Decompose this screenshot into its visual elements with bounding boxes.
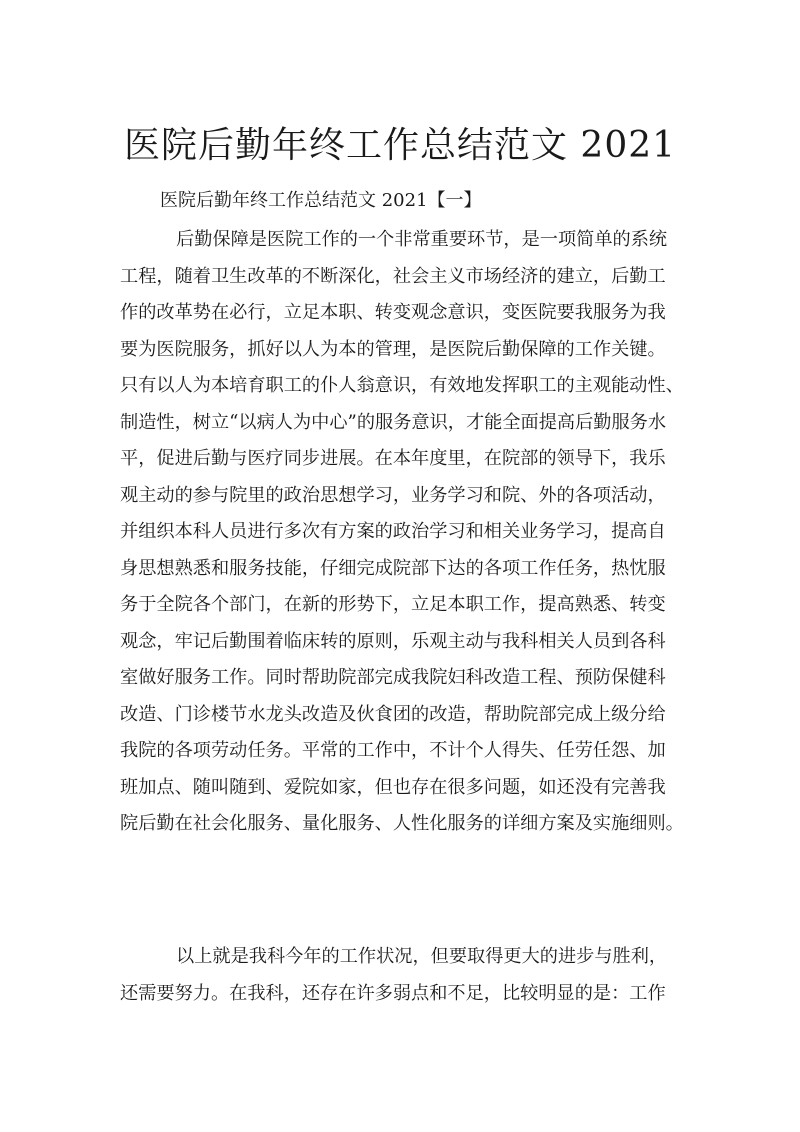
paragraph-line: 制造性，树立“以病人为中心”的服务意识，才能全面提高后勤服务水 [120, 411, 667, 433]
paragraph-line: 并组织本科人员进行多次有方案的政治学习和相关业务学习，提高自 [120, 521, 666, 542]
paragraph-line: 我院的各项劳动任务。平常的工作中，不计个人得失、任劳任怨、加 [120, 740, 666, 761]
paragraph-line: 改造、门诊楼节水龙头改造及伙食团的改造，帮助院部完成上级分给 [120, 703, 666, 725]
paragraph-line: 观念，牢记后勤围着临床转的原则，乐观主动与我科相关人员到各科 [120, 630, 666, 652]
paragraph-line: 院后勤在社会化服务、量化服务、人性化服务的详细方案及实施细则。 [120, 813, 684, 834]
paragraph-1 [120, 222, 690, 843]
paragraph-line: 还需要努力。在我科，还存在许多弱点和不足，比较明显的是：工作 [120, 982, 666, 1004]
paragraph-line: 观主动的参与院里的政治思想学习，业务学习和院、外的各项活动， [120, 484, 666, 506]
paragraph-line: 要为医院服务，抓好以人为本的管理，是医院后勤保障的工作关键。 [120, 338, 666, 360]
paragraph-line: 后勤保障是医院工作的一个非常重要环节，是一项简单的系统 [176, 229, 668, 250]
paragraph-line: 室做好服务工作。同时帮助院部完成我院妇科改造工程、预防保健科 [120, 667, 666, 688]
paragraph-line: 以上就是我科今年的工作状况，但要取得更大的进步与胜利， [176, 946, 668, 967]
paragraph-line: 班加点、随叫随到、爱院如家，但也存在很多问题，如还没有完善我 [120, 776, 666, 798]
paragraph-line: 务于全院各个部门，在新的形势下，立足本职工作，提高熟悉、转变 [120, 594, 666, 615]
document-title: 医院后勤年终工作总结范文 2021 [123, 125, 677, 166]
paragraph-line: 平，促进后勤与医疗同步进展。在本年度里，在院部的领导下，我乐 [120, 448, 666, 469]
paragraph-2 [120, 939, 690, 1012]
paragraph-line: 只有以人为本培育职工的仆人翁意识，有效地发挥职工的主观能动性、 [120, 375, 684, 396]
section-heading: 医院后勤年终工作总结范文 2021【一】 [160, 190, 482, 211]
paragraph-line: 作的改革势在必行，立足本职、转变观念意识，变医院要我服务为我 [120, 302, 666, 323]
paragraph-line: 身思想熟悉和服务技能，仔细完成院部下达的各项工作任务，热忱服 [120, 557, 666, 579]
paragraph-line: 工程，随着卫生改革的不断深化，社会主义市场经济的建立，后勤工 [120, 265, 666, 287]
